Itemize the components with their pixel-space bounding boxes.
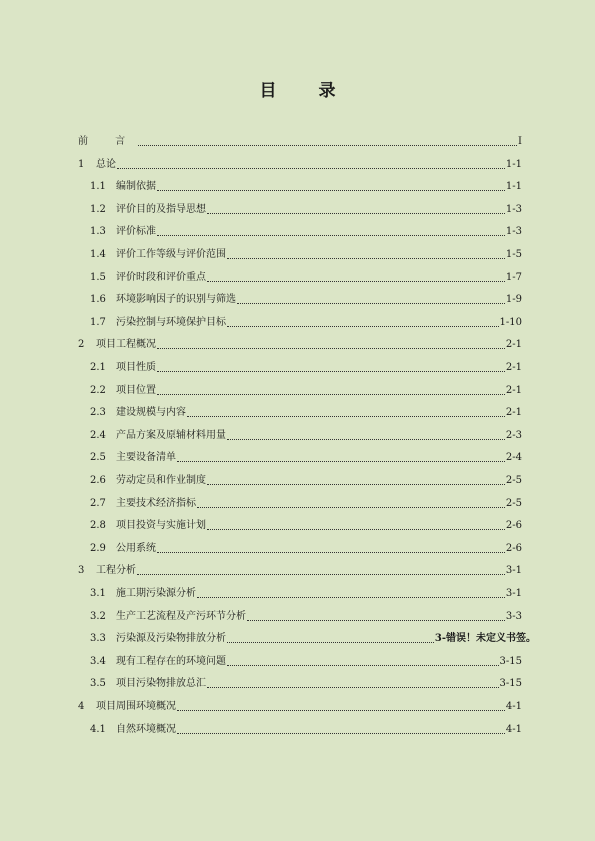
toc-entry-title: 前 言 (78, 136, 138, 147)
toc-entry-number: 3.5 (90, 678, 106, 690)
toc-entry-number: 2.1 (90, 362, 106, 373)
toc-entry-page: 3-15 (499, 655, 522, 667)
toc-entry-number: 4.1 (90, 723, 106, 735)
toc-entry-number: 2.3 (90, 407, 106, 419)
toc-entry-number: 3.3 (90, 633, 106, 645)
toc-entry-page: 4-1 (505, 723, 522, 735)
toc-entry-number: 3.2 (90, 610, 106, 622)
toc-entry-page: 4-1 (505, 701, 522, 712)
toc-entry-title: 项目周围环境概况 (96, 701, 176, 712)
toc-entry-title: 劳动定员和作业制度 (116, 475, 206, 486)
dot-leader (138, 145, 517, 146)
dot-leader (117, 168, 505, 169)
toc-entry-page: 3-1 (505, 588, 522, 599)
dot-leader (247, 620, 505, 621)
toc-entry-number: 1.2 (90, 203, 106, 215)
toc-entry-page: 2-5 (505, 475, 522, 486)
toc-entry[interactable] (90, 428, 522, 442)
toc-entry-title: 污染控制与环境保护目标 (116, 316, 226, 328)
toc-entry[interactable] (90, 722, 522, 736)
dot-leader (207, 281, 505, 282)
toc-entry-number: 1 (78, 158, 85, 170)
toc-entry[interactable] (90, 405, 522, 419)
toc-entry[interactable] (90, 270, 522, 284)
toc-entry-page: 1-9 (505, 294, 522, 306)
toc-entry[interactable] (78, 563, 522, 577)
toc-entry[interactable] (90, 224, 522, 238)
toc-entry-page: I (518, 136, 522, 147)
toc-entry-title: 生产工艺流程及产污环节分析 (116, 610, 246, 622)
toc-entry-number: 3.4 (90, 655, 106, 667)
toc-entry[interactable] (90, 202, 522, 216)
toc-entry-title: 总论 (96, 158, 116, 170)
dot-leader (207, 687, 499, 688)
page-title: 目 录 (259, 81, 354, 101)
toc-entry[interactable] (90, 676, 522, 690)
toc-entry-page: 3-15 (499, 678, 522, 690)
toc-entry-page: 2-3 (505, 429, 522, 441)
toc-entry-page: 2-6 (505, 520, 522, 532)
toc-entry[interactable] (78, 699, 522, 713)
toc-entry-page: 1-1 (505, 181, 522, 193)
toc-entry[interactable] (90, 450, 522, 464)
toc-entry-page: 2-5 (505, 497, 522, 509)
toc-entry-page: 3-错误！未定义书签。 (434, 633, 536, 645)
toc-entry-title: 项目位置 (116, 384, 156, 396)
toc-entry-title: 项目污染物排放总汇 (116, 678, 206, 690)
toc-entry-title: 工程分析 (96, 565, 136, 577)
dot-leader (237, 303, 505, 304)
toc-entry-page: 2-6 (505, 542, 522, 554)
toc-entry[interactable] (90, 609, 522, 623)
toc-entry-number: 2 (78, 339, 85, 351)
dot-leader (157, 235, 505, 236)
toc-entry-number: 2.4 (90, 429, 106, 441)
toc-entry[interactable] (90, 496, 522, 510)
toc-entry[interactable] (90, 518, 522, 532)
toc-entry-page: 1-7 (505, 271, 522, 283)
toc-entry-title: 项目工程概况 (96, 339, 156, 351)
dot-leader (227, 642, 434, 643)
toc-entry-number: 4 (78, 701, 85, 712)
toc-entry[interactable] (90, 473, 522, 487)
dot-leader (157, 552, 505, 553)
toc-entry-page: 2-1 (505, 407, 522, 419)
toc-entry-title: 评价标准 (116, 226, 156, 238)
toc-entry[interactable] (90, 631, 536, 645)
dot-leader (207, 213, 505, 214)
toc-entry-title: 主要技术经济指标 (116, 497, 196, 509)
dot-leader (197, 507, 505, 508)
dot-leader (227, 665, 499, 666)
toc-entry-page: 1-5 (505, 249, 522, 260)
toc-entry-page: 3-3 (505, 610, 522, 622)
toc-entry[interactable] (90, 383, 522, 397)
dot-leader (177, 733, 505, 734)
dot-leader (227, 326, 499, 327)
toc-entry-title: 项目投资与实施计划 (116, 520, 206, 532)
toc-entry-title: 编制依据 (116, 181, 156, 193)
toc-entry[interactable] (90, 292, 522, 306)
toc-entry-title: 现有工程存在的环境问题 (116, 655, 226, 667)
dot-leader (157, 371, 505, 372)
toc-entry[interactable] (90, 541, 522, 555)
toc-entry[interactable] (90, 586, 522, 600)
toc-entry[interactable] (90, 247, 522, 261)
toc-entry[interactable] (78, 337, 522, 351)
toc-entry-page: 1-3 (505, 226, 522, 238)
toc-entry-number: 2.8 (90, 520, 106, 532)
toc-entry-number: 2.7 (90, 497, 106, 509)
dot-leader (187, 416, 505, 417)
toc-entry-number: 1.4 (90, 249, 106, 260)
toc-entry-number: 1.5 (90, 271, 106, 283)
dot-leader (207, 484, 505, 485)
toc-entry-title: 评价时段和评价重点 (116, 271, 206, 283)
toc-entry-number: 1.1 (90, 181, 106, 193)
toc-entry-title: 公用系统 (116, 542, 156, 554)
toc-entry-number: 2.2 (90, 384, 106, 396)
toc-entry[interactable] (90, 315, 522, 329)
toc-entry-title: 评价目的及指导思想 (116, 203, 206, 215)
toc-entry-page: 1-3 (505, 203, 522, 215)
toc-entry-page: 1-1 (505, 158, 522, 170)
toc-entry-number: 1.6 (90, 294, 106, 306)
toc-entry[interactable] (78, 134, 522, 148)
toc-entry-title: 项目性质 (116, 362, 156, 373)
toc-entry-title: 自然环境概况 (116, 723, 176, 735)
dot-leader (177, 461, 505, 462)
toc-entry-title: 建设规模与内容 (116, 407, 186, 419)
dot-leader (137, 574, 505, 575)
toc-entry-title: 污染源及污染物排放分析 (116, 633, 226, 645)
dot-leader (157, 190, 505, 191)
toc-entry-number: 3.1 (90, 588, 106, 599)
toc-entry-title: 产品方案及原辅材料用量 (116, 429, 226, 441)
dot-leader (227, 439, 505, 440)
toc-entry[interactable] (78, 157, 522, 171)
dot-leader (207, 529, 505, 530)
toc-entry[interactable] (90, 360, 522, 374)
toc-entry-number: 2.9 (90, 542, 106, 554)
toc-entry-page: 2-1 (505, 362, 522, 373)
toc-entry-number: 1.7 (90, 316, 106, 328)
dot-leader (227, 258, 505, 259)
toc-entry-title: 评价工作等级与评价范围 (116, 249, 226, 260)
toc-entry-title: 主要设备清单 (116, 452, 176, 464)
toc-entry-number: 3 (78, 565, 85, 577)
dot-leader (177, 710, 505, 711)
toc-entry-title: 施工期污染源分析 (116, 588, 196, 599)
toc-entry-title: 环境影响因子的识别与筛选 (116, 294, 236, 306)
toc-entry-page: 2-4 (505, 452, 522, 464)
toc-entry-number: 1.3 (90, 226, 106, 238)
toc-entry-page: 3-1 (505, 565, 522, 577)
toc-entry[interactable] (90, 179, 522, 193)
dot-leader (157, 348, 505, 349)
toc-entry-number: 2.6 (90, 475, 106, 486)
toc-entry-page: 1-10 (499, 316, 522, 328)
toc-entry-page: 2-1 (505, 384, 522, 396)
dot-leader (157, 394, 505, 395)
toc-entry-number: 2.5 (90, 452, 106, 464)
toc-entry-page: 2-1 (505, 339, 522, 351)
dot-leader (197, 597, 505, 598)
toc-entry[interactable] (90, 654, 522, 668)
